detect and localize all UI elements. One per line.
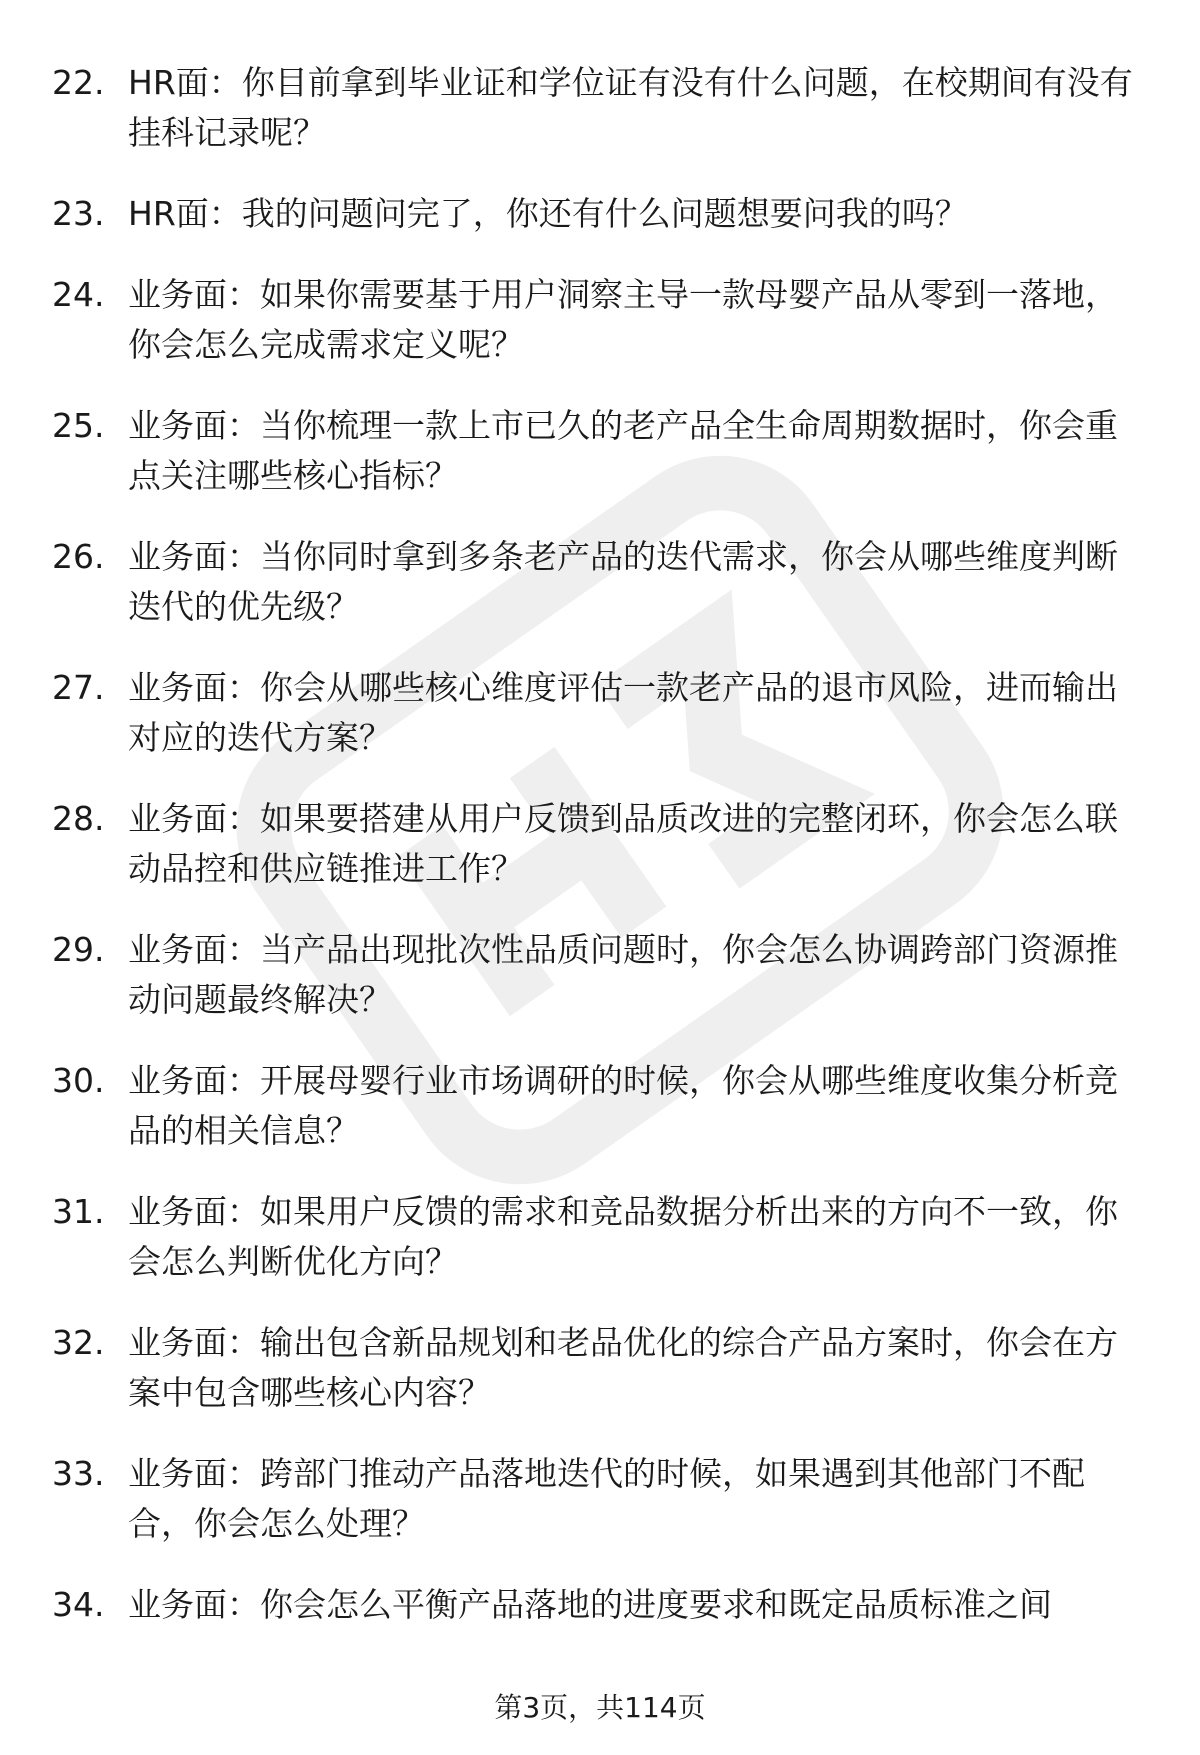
question-item (0, 1580, 1200, 1640)
page-footer: 第3页，共114页 (494, 1691, 706, 1724)
question-text: 业务面：当产品出现批次性品质问题时，你会怎么协调跨部门资源推动问题最终解决？ (128, 930, 1118, 1019)
question-number: 34. (52, 1585, 105, 1624)
question-number: 26. (52, 537, 105, 576)
question-text: 业务面：当你梳理一款上市已久的老产品全生命周期数据时，你会重点关注哪些核心指标？ (128, 406, 1118, 495)
question-text: HR面：你目前拿到毕业证和学位证有没有什么问题，在校期间有没有挂科记录呢？ (128, 63, 1133, 152)
question-number: 30. (52, 1061, 105, 1100)
question-item (0, 1056, 1200, 1187)
question-number: 31. (52, 1192, 105, 1231)
question-list (0, 58, 1200, 1640)
question-text: 业务面：开展母婴行业市场调研的时候，你会从哪些维度收集分析竞品的相关信息？ (128, 1061, 1118, 1150)
question-item (0, 925, 1200, 1056)
question-item (0, 58, 1200, 189)
question-item (0, 189, 1200, 270)
question-text: 业务面：如果要搭建从用户反馈到品质改进的完整闭环，你会怎么联动品控和供应链推进工作？ (128, 799, 1118, 888)
question-text: 业务面：如果你需要基于用户洞察主导一款母婴产品从零到一落地，你会怎么完成需求定义呢？ (128, 275, 1118, 364)
question-number: 33. (52, 1454, 105, 1493)
question-number: 23. (52, 194, 105, 233)
question-number: 27. (52, 668, 105, 707)
question-text: 业务面：当你同时拿到多条老产品的迭代需求，你会从哪些维度判断迭代的优先级？ (128, 537, 1118, 626)
question-item (0, 401, 1200, 532)
question-item (0, 1449, 1200, 1580)
question-text: HR面：我的问题问完了，你还有什么问题想要问我的吗？ (128, 194, 968, 233)
question-number: 28. (52, 799, 105, 838)
question-text: 业务面：你会怎么平衡产品落地的进度要求和既定品质标准之间 (128, 1585, 1052, 1624)
question-number: 29. (52, 930, 105, 969)
question-text: 业务面：跨部门推动产品落地迭代的时候，如果遇到其他部门不配合，你会怎么处理？ (128, 1454, 1085, 1543)
question-text: 业务面：你会从哪些核心维度评估一款老产品的退市风险，进而输出对应的迭代方案？ (128, 668, 1118, 757)
question-item (0, 1318, 1200, 1449)
question-item (0, 663, 1200, 794)
question-text: 业务面：如果用户反馈的需求和竞品数据分析出来的方向不一致，你会怎么判断优化方向？ (128, 1192, 1118, 1281)
question-text: 业务面：输出包含新品规划和老品优化的综合产品方案时，你会在方案中包含哪些核心内容？ (128, 1323, 1118, 1412)
question-item (0, 270, 1200, 401)
question-number: 22. (52, 63, 105, 102)
question-item (0, 532, 1200, 663)
question-number: 32. (52, 1323, 105, 1362)
question-number: 24. (52, 275, 105, 314)
question-item (0, 1187, 1200, 1318)
question-number: 25. (52, 406, 105, 445)
question-item (0, 794, 1200, 925)
